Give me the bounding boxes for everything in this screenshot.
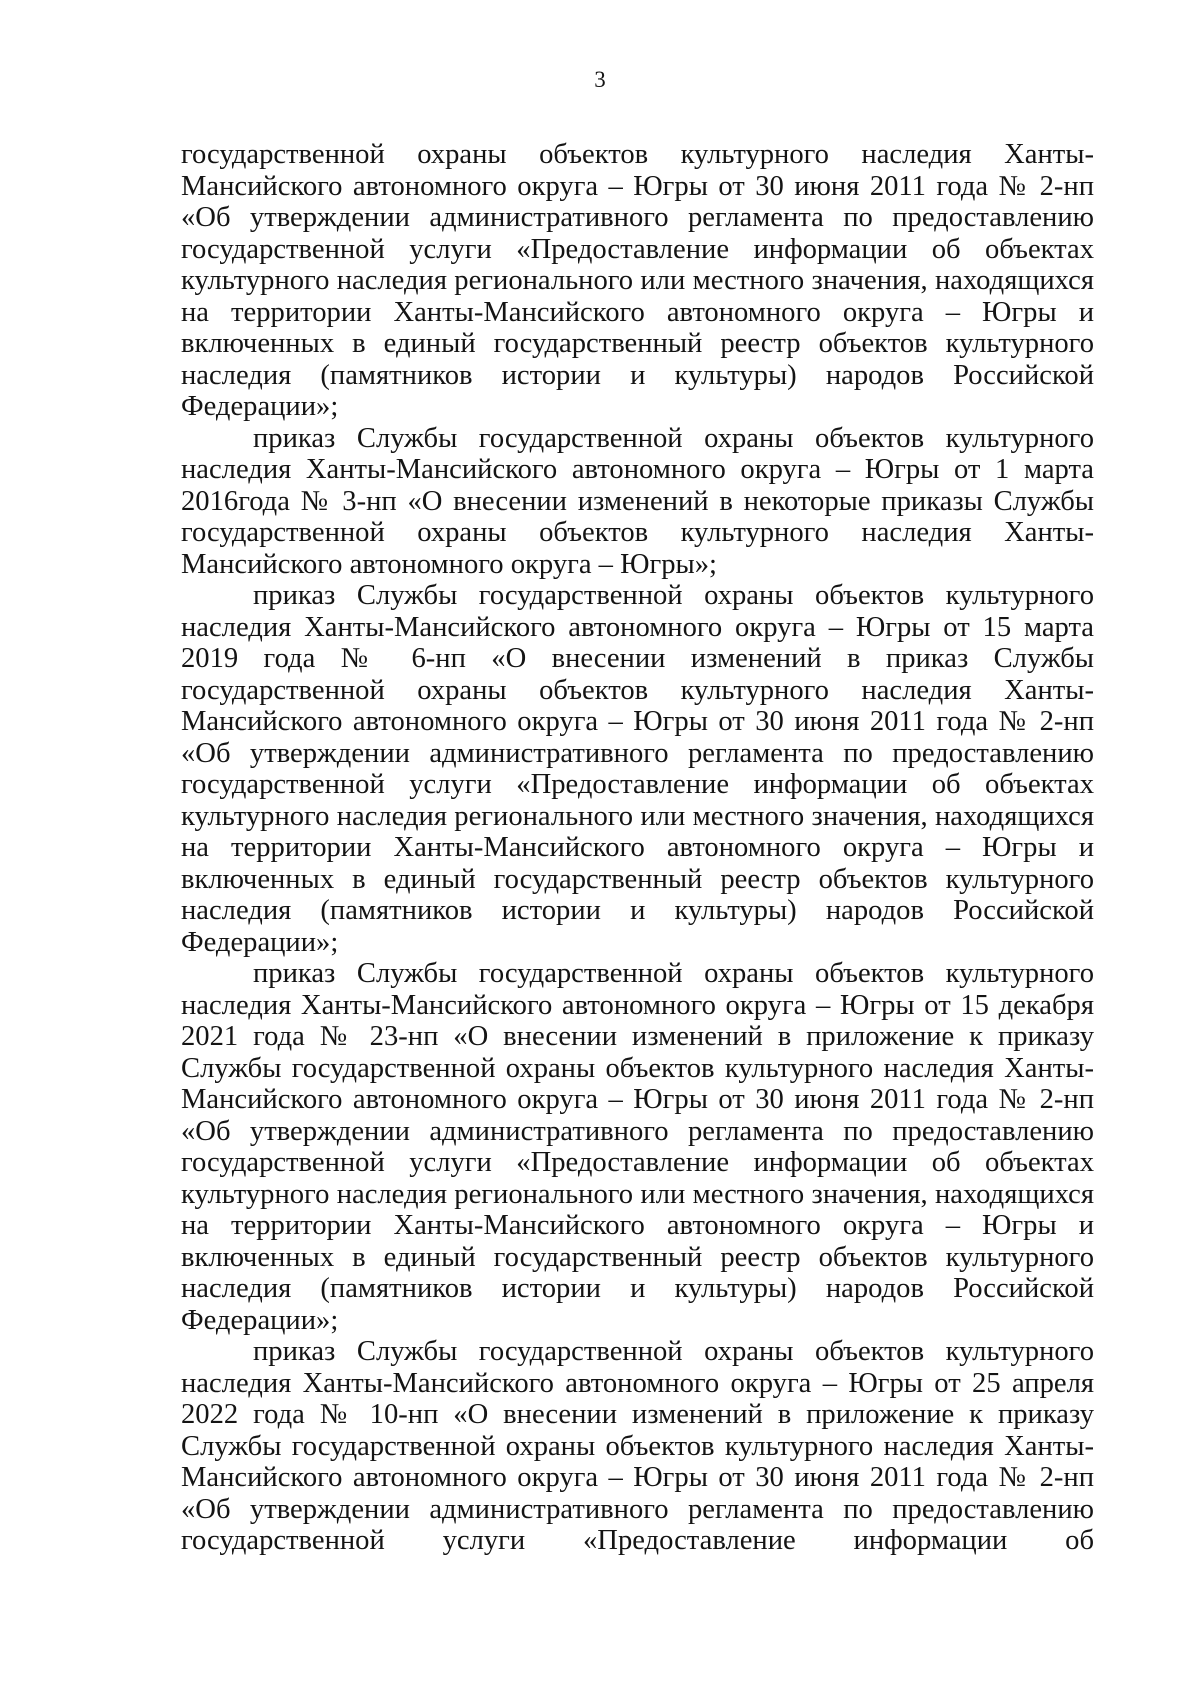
paragraph-order-2011-continuation: государственной охраны объектов культурного наследия Ханты-Мансийского автономного округа – Югры от 30 июня 2011 года № 2-нп «Об утверждении административного регламента по предоставлению государственной услуги «Предоставление информации об объектах культурного наследия регионального или местного значения, находящихся на территории Ханты-Мансийского автономного округа – Югры и включенных в единый государственный реестр объектов культурного наследия (памятников истории и культуры) народов Российской Федерации»; [181,139,1094,422]
paragraph-order-2021: приказ Службы государственной охраны объектов культурного наследия Ханты-Мансийского автономного округа – Югры от 15 декабря 2021 года № 23-нп «О внесении изменений в приложение к приказу Службы государственной охраны объектов культурного наследия Ханты-Мансийского автономного округа – Югры от 30 июня 2011 года № 2-нп «Об утверждении административного регламента по предоставлению государственной услуги «Предоставление информации об объектах культурного наследия регионального или местного значения, находящихся на территории Ханты-Мансийского автономного округа – Югры и включенных в единый государственный реестр объектов культурного наследия (памятников истории и культуры) народов Российской Федерации»; [181,958,1094,1336]
document-body [181,139,1094,1557]
paragraph-order-2019: приказ Службы государственной охраны объектов культурного наследия Ханты-Мансийского автономного округа – Югры от 15 марта 2019 года № 6-нп «О внесении изменений в приказ Службы государственной охраны объектов культурного наследия Ханты-Мансийского автономного округа – Югры от 30 июня 2011 года № 2-нп «Об утверждении административного регламента по предоставлению государственной услуги «Предоставление информации об объектах культурного наследия регионального или местного значения, находящихся на территории Ханты-Мансийского автономного округа – Югры и включенных в единый государственный реестр объектов культурного наследия (памятников истории и культуры) народов Российской Федерации»; [181,580,1094,958]
page-number: 3 [594,67,606,92]
paragraph-order-2022: приказ Службы государственной охраны объектов культурного наследия Ханты-Мансийского автономного округа – Югры от 25 апреля 2022 года № 10-нп «О внесении изменений в приложение к приказу Службы государственной охраны объектов культурного наследия Ханты-Мансийского автономного округа – Югры от 30 июня 2011 года № 2-нп «Об утверждении административного регламента по предоставлению государственной услуги «Предоставление информации об [181,1336,1094,1556]
paragraph-order-2016: приказ Службы государственной охраны объектов культурного наследия Ханты-Мансийского автономного округа – Югры от 1 марта 2016года № 3-нп «О внесении изменений в некоторые приказы Службы государственной охраны объектов культурного наследия Ханты-Мансийского автономного округа – Югры»; [181,422,1094,580]
